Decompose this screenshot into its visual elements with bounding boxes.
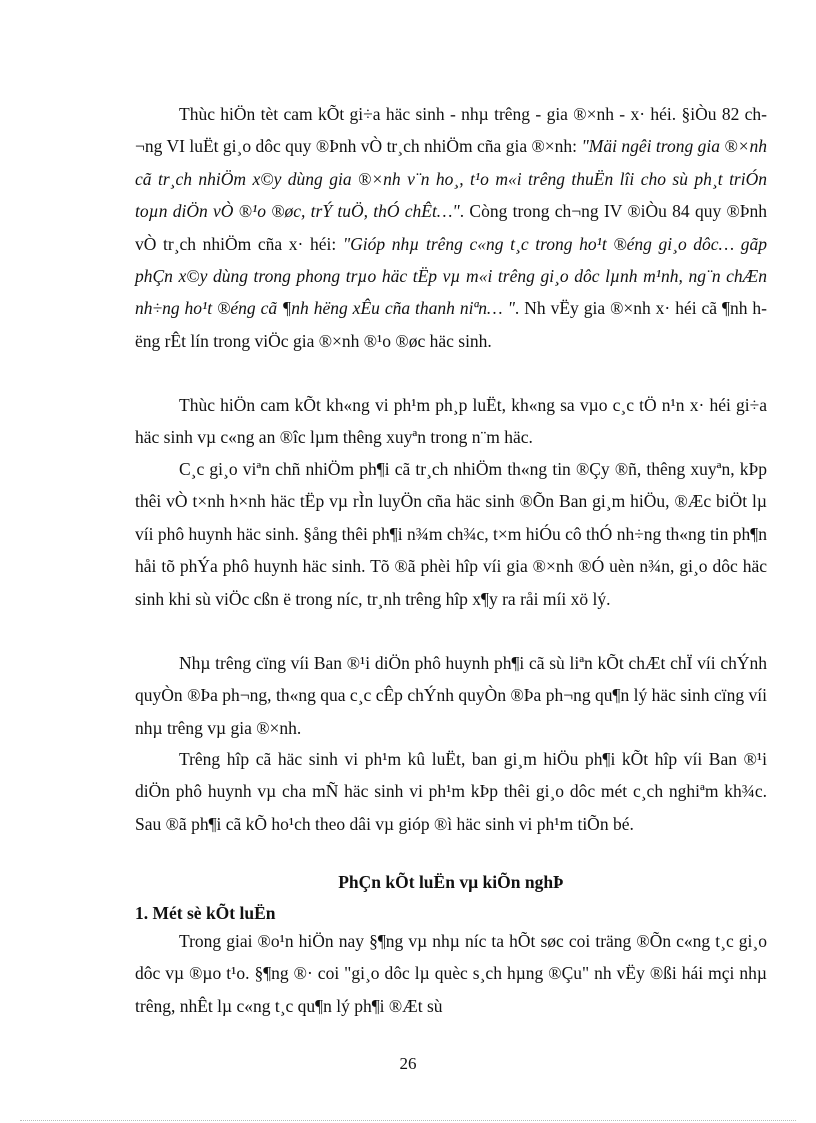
paragraph-1-quote-b: "Gióp nhµ trêng c«ng t¸c trong ho¹t ®éng gi¸o dôc… gãp phÇn x©y dùng trong phong trµo häc tËp vµ m«i trêng gi¸o dôc lµnh m¹nh, ng¨n chÆn nh÷ng ho¹t ®éng cã ¶nh hëng xÊu cña thanh niªn… " bbox=[135, 233, 767, 319]
paragraph-1-quote-a: "Mäi ngêi trong gia ®×nh cã tr¸ch nhiÖm x©y dùng gia ®×nh v¨n ho¸, t¹o m«i trêng thuËn lîi cho sù ph¸t triÓn toµn diÖn vÒ ®¹o ®øc, trÝ tuÖ, thÓ chÊt…" bbox=[135, 136, 767, 222]
section-title: PhÇn kÕt luËn vµ kiÕn nghÞ bbox=[338, 872, 564, 892]
subsection-title: 1. Mét sè kÕt luËn bbox=[135, 903, 276, 923]
paragraph-family-society bbox=[135, 98, 767, 357]
paragraph-police-commitment: Thùc hiÖn cam kÕt kh«ng vi ph¹m ph¸p luËt, kh«ng sa vµo c¸c tÖ n¹n x· héi gi÷a häc sinh vµ c«ng an ®îc lµm thêng xuyªn trong n¨m häc. bbox=[135, 395, 767, 448]
paragraph-conclusion: Trong giai ®o¹n hiÖn nay §¶ng vµ nhµ níc ta hÕt søc coi träng ®Õn c«ng t¸c gi¸o dôc vµ ®µo t¹o. §¶ng ®· coi "gi¸o dôc lµ quèc s¸ch hµng ®Çu" nh vËy ®ßi hái mçi nhµ trêng, nhÊt lµ c«ng t¸c qu¶n lý ph¶i ®Æt sù bbox=[135, 931, 767, 1016]
paragraph-local-authority: Nhµ trêng cïng víi Ban ®¹i diÖn phô huynh ph¶i cã sù liªn kÕt chÆt chÏ víi chÝnh quyÒn ®Þa ph¬ng, th«ng qua c¸c cÊp chÝnh quyÒn ®Þa ph¬ng qu¶n lý häc sinh cïng víi nhµ trêng vµ gia ®×nh. bbox=[135, 653, 767, 738]
paragraph-homeroom-teachers: C¸c gi¸o viªn chñ nhiÖm ph¶i cã tr¸ch nhiÖm th«ng tin ®Çy ®ñ, thêng xuyªn, kÞp thêi vÒ t×nh h×nh häc tËp vµ rÌn luyÖn cña häc sinh ®Õn Ban gi¸m hiÖu, ®Æc biÖt lµ víi phô huynh häc sinh. §ång thêi ph¶i n¾m ch¾c, t×m hiÓu cô thÓ nh÷ng th«ng tin ph¶n håi tõ phÝa phô huynh häc sinh. Tõ ®ã phèi hîp víi gia ®×nh ®Ó uèn n¾n, gi¸o dôc häc sinh khi sù viÖc cßn ë trong níc, tr¸nh trêng hîp x¶y ra råi míi xö lý. bbox=[135, 459, 767, 609]
page-number: 26 bbox=[399, 1054, 417, 1073]
paragraph-discipline: Trêng hîp cã häc sinh vi ph¹m kû luËt, ban gi¸m hiÖu ph¶i kÕt hîp víi Ban ®¹i diÖn phô huynh vµ cha mÑ häc sinh vi ph¹m kÞp thêi gi¸o dôc mét c¸ch nghiªm kh¾c. Sau ®ã ph¶i cã kÕ ho¹ch theo dâi vµ gióp ®ì häc sinh vi ph¹m tiÕn bé. bbox=[135, 749, 767, 834]
paragraph-1-text-c: . Nh vËy gia ®×nh x· héi cã ¶nh hëng rÊt lín trong viÖc gia ®×nh ®¹o ®øc häc sinh. bbox=[135, 298, 767, 351]
paragraph-1-text-a: Thùc hiÖn tèt cam kÕt gi÷a häc sinh - nhµ trêng - gia ®×nh - x· héi. §iÒu 82 ch¬ng VI luËt gi¸o dôc quy ®Þnh vÒ tr¸ch nhiÖm cña gia ®×nh: bbox=[135, 104, 767, 157]
paragraph-1-text-b: . Còng trong ch¬ng IV ®iÒu 84 quy ®Þnh vÒ tr¸ch nhiÖm cña x· héi: bbox=[135, 201, 767, 254]
page-bottom-divider bbox=[20, 1120, 796, 1121]
